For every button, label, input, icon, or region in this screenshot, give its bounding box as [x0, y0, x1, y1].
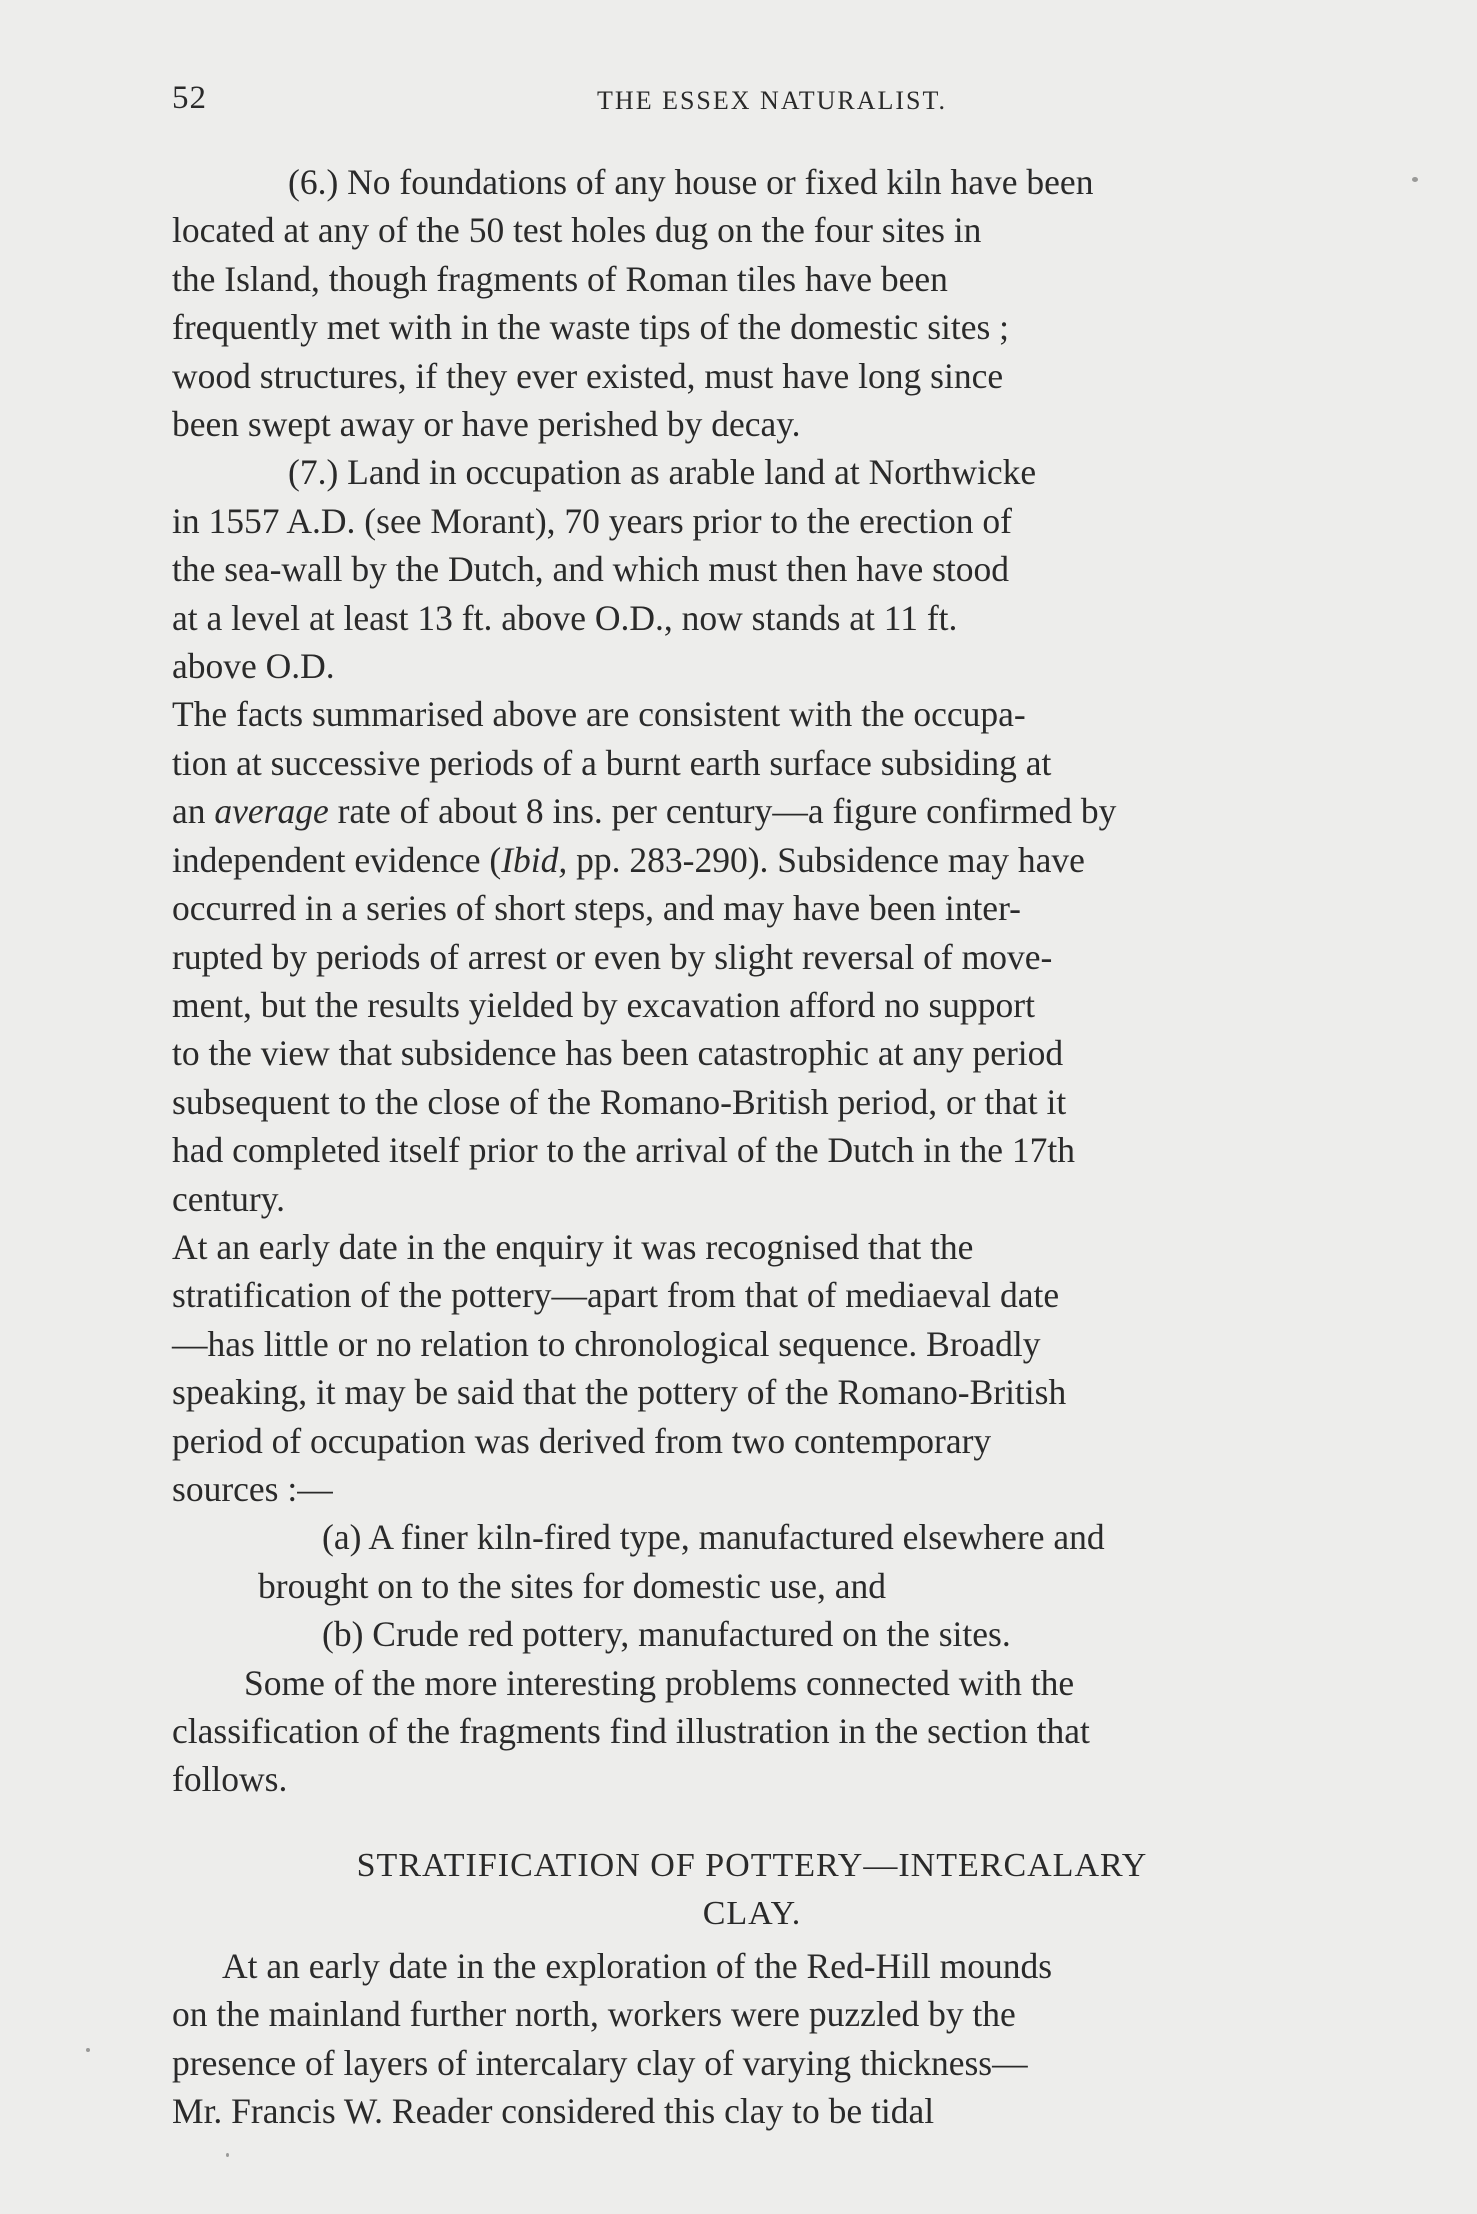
text-line: At an early date in the exploration of the Red-Hill mounds	[222, 1945, 1053, 1986]
text-line: presence of layers of intercalary clay of varying thickness—	[172, 2042, 1028, 2083]
section-heading	[172, 1842, 1332, 1938]
scan-speck	[226, 2153, 229, 2157]
scan-speck	[86, 2048, 90, 2052]
text-line: century.	[172, 1178, 286, 1219]
text-line: At an early date in the enquiry it was recognised that the	[172, 1226, 974, 1267]
text-line: above O.D.	[172, 646, 335, 687]
paragraph-item-7	[172, 448, 1332, 690]
text-line: been swept away or have perished by decay.	[172, 404, 801, 445]
text-line: classification of the fragments find illustration in the section that	[172, 1711, 1090, 1751]
text-line: subsequent to the close of the Romano-British period, or that it	[172, 1081, 1067, 1122]
paragraph-enquiry	[172, 1223, 1332, 1513]
heading-line: STRATIFICATION OF POTTERY—INTERCALARY	[356, 1846, 1148, 1884]
text-line: on the mainland further north, workers were puzzled by the	[172, 1994, 1016, 2035]
text-line: at a level at least 13 ft. above O.D., now stands at 11 ft.	[172, 597, 958, 638]
text-line-rich: independent evidence (Ibid, pp. 283-290). Subsidence may have	[172, 839, 1085, 880]
running-head: THE ESSEX NATURALIST.	[597, 86, 947, 115]
text-line: had completed itself prior to the arrival of the Dutch in the 17th	[172, 1130, 1076, 1171]
text-line: to the view that subsidence has been catastrophic at any period	[172, 1033, 1064, 1074]
text-line: (a) A finer kiln-fired type, manufactured elsewhere and	[322, 1517, 1105, 1558]
text-line: wood structures, if they ever existed, must have long since	[172, 355, 1004, 396]
text-line: the sea-wall by the Dutch, and which must then have stood	[172, 549, 1010, 590]
text-line: (b) Crude red pottery, manufactured on the sites.	[322, 1614, 1011, 1655]
text-line: period of occupation was derived from two contemporary	[172, 1420, 992, 1461]
paragraph-fragments	[172, 1659, 1332, 1804]
body-text	[172, 158, 1332, 2135]
text-line	[172, 787, 1332, 835]
text-line: sources :—	[172, 1468, 333, 1509]
text-line: located at any of the 50 test holes dug on the four sites in	[172, 210, 982, 251]
list-item-b	[172, 1610, 1332, 1658]
text-line: rupted by periods of arrest or even by slight reversal of move-	[172, 936, 1053, 977]
text-line: ment, but the results yielded by excavation afford no support	[172, 984, 1035, 1025]
italic-text: Ibid,	[501, 839, 568, 880]
text-line: stratification of the pottery—apart from that of mediaeval date	[172, 1275, 1060, 1316]
heading-line: CLAY.	[702, 1894, 802, 1932]
text-line: Mr. Francis W. Reader considered this clay to be tidal	[172, 2091, 935, 2132]
list-item-a	[172, 1513, 1332, 1610]
text-line: The facts summarised above are consistent with the occupa-	[172, 694, 1026, 735]
text-line: speaking, it may be said that the pottery of the Romano-British	[172, 1372, 1067, 1413]
page-number: 52	[172, 80, 207, 116]
text-line: occurred in a series of short steps, and may have been inter-	[172, 888, 1022, 929]
text-line: —has little or no relation to chronological sequence. Broadly	[172, 1323, 1041, 1364]
text-line: follows.	[172, 1759, 288, 1800]
text-line: Some of the more interesting problems connected with the	[244, 1662, 1075, 1703]
text-line: (7.) Land in occupation as arable land at Northwicke	[288, 452, 1037, 493]
text-line: frequently met with in the waste tips of the domestic sites ;	[172, 307, 1010, 348]
paragraph-redhill	[172, 1942, 1332, 2136]
text-line: brought on to the sites for domestic use, and	[258, 1565, 887, 1606]
text-line: the Island, though fragments of Roman tiles have been	[172, 258, 948, 299]
paragraph-summary	[172, 690, 1332, 1222]
paragraph-item-6	[172, 158, 1332, 448]
text-line: in 1557 A.D. (see Morant), 70 years prior to the erection of	[172, 500, 1012, 541]
italic-text: average	[214, 791, 329, 832]
text-line	[172, 836, 1332, 884]
text-line: tion at successive periods of a burnt earth surface subsiding at	[172, 742, 1052, 783]
page-header	[172, 80, 1332, 130]
text-line-rich: an average rate of about 8 ins. per century—a figure confirmed by	[172, 791, 1117, 832]
scan-speck	[1412, 177, 1418, 182]
text-line: (6.) No foundations of any house or fixed kiln have been	[288, 162, 1094, 202]
